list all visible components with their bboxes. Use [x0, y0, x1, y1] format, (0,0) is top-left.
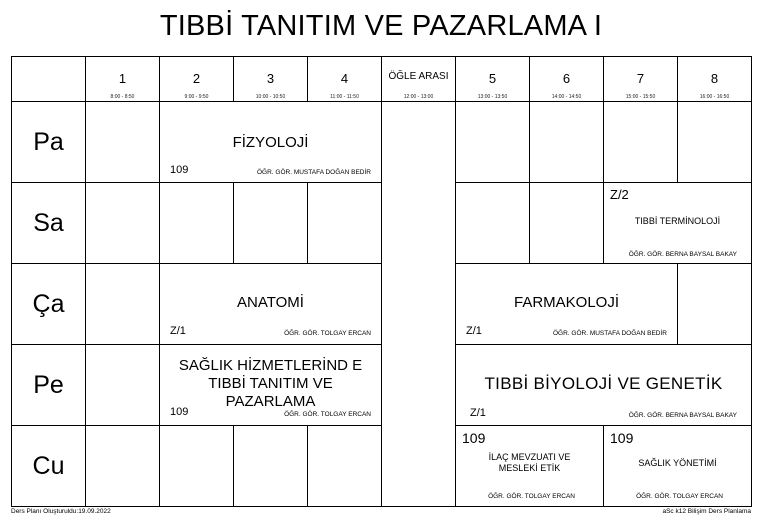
empty-slot — [678, 264, 752, 345]
lesson-room: Z/2 — [610, 187, 629, 202]
lesson-teacher: ÖĞR. GÖR. BERNA BAYSAL BAKAY — [628, 251, 737, 258]
lesson-cell — [160, 102, 382, 183]
empty-slot — [604, 102, 678, 183]
period-header: 5 13:00 - 13:50 — [456, 57, 530, 102]
lesson-subject: TIBBİ TERMİNOLOJİ — [634, 216, 721, 226]
empty-slot — [530, 183, 604, 264]
timetable — [11, 56, 752, 507]
lunch-break-column — [382, 102, 456, 507]
lunch-header: ÖĞLE ARASI 12:00 - 13:00 — [382, 57, 456, 102]
lesson-room: 109 — [610, 430, 634, 446]
corner-cell — [12, 57, 86, 102]
header-row — [12, 57, 752, 102]
lesson-teacher: ÖĞR. GÖR. BERNA BAYSAL BAKAY — [628, 412, 737, 419]
lesson-cell — [456, 345, 752, 426]
lesson-teacher: ÖĞR. GÖR. MUSTAFA DOĞAN BEDİR — [256, 169, 371, 176]
page-title: TIBBİ TANITIM VE PAZARLAMA I — [159, 10, 603, 42]
period-header: 4 11:00 - 11:50 — [308, 57, 382, 102]
lesson-teacher: ÖĞR. GÖR. TOLGAY ERCAN — [284, 330, 371, 337]
empty-slot — [456, 102, 530, 183]
empty-slot — [308, 183, 382, 264]
lesson-room: 109 — [170, 164, 189, 176]
empty-slot — [160, 426, 234, 507]
lesson-cell — [456, 264, 678, 345]
day-row — [12, 102, 752, 183]
empty-slot — [678, 102, 752, 183]
empty-slot — [86, 345, 160, 426]
lesson-subject: ANATOMİ — [237, 294, 304, 311]
empty-slot — [86, 426, 160, 507]
day-label: Pa — [12, 102, 86, 183]
empty-slot — [86, 183, 160, 264]
lesson-room: Z/1 — [470, 407, 486, 419]
empty-slot — [160, 183, 234, 264]
period-header: 2 9:00 - 9:50 — [160, 57, 234, 102]
empty-slot — [234, 183, 308, 264]
empty-slot — [86, 264, 160, 345]
period-header: 7 15:00 - 15:50 — [604, 57, 678, 102]
lesson-cell — [604, 426, 752, 507]
lesson-room: 109 — [462, 430, 486, 446]
footer-software: aSc k12 Bilişim Ders Planlama — [662, 508, 751, 515]
lesson-room: Z/1 — [466, 325, 482, 337]
day-label: Pe — [12, 345, 86, 426]
lesson-cell — [160, 264, 382, 345]
lesson-subject: FİZYOLOJİ — [232, 134, 309, 151]
lesson-subject: TIBBİ BİYOLOJİ VE GENETİK — [484, 374, 723, 393]
footer-created-date: Ders Planı Oluşturuldu:19.09.2022 — [11, 508, 111, 515]
lesson-subject: FARMAKOLOJİ — [513, 294, 620, 311]
lesson-room: Z/1 — [170, 325, 186, 337]
period-header: 6 14:00 - 14:50 — [530, 57, 604, 102]
day-label: Ça — [12, 264, 86, 345]
lesson-cell — [160, 345, 382, 426]
lesson-teacher: ÖĞR. GÖR. TOLGAY ERCAN — [284, 411, 371, 418]
day-label: Cu — [12, 426, 86, 507]
lesson-subject: İLAÇ MEVZUATI VE MESLEKİ ETİK — [488, 452, 571, 473]
lesson-subject: SAĞLIK HİZMETLERİND E TIBBİ TANITIM VE PAZARLAMA — [178, 357, 363, 410]
empty-slot — [456, 183, 530, 264]
empty-slot — [234, 426, 308, 507]
lesson-teacher: ÖĞR. GÖR. TOLGAY ERCAN — [636, 493, 723, 500]
lesson-teacher: ÖĞR. GÖR. MUSTAFA DOĞAN BEDİR — [552, 330, 667, 337]
lesson-cell — [456, 426, 604, 507]
lesson-teacher: ÖĞR. GÖR. TOLGAY ERCAN — [488, 493, 575, 500]
empty-slot — [86, 102, 160, 183]
day-label: Sa — [12, 183, 86, 264]
lesson-cell — [604, 183, 752, 264]
empty-slot — [530, 102, 604, 183]
period-header: 8 16:00 - 16:50 — [678, 57, 752, 102]
empty-slot — [308, 426, 382, 507]
lesson-subject: SAĞLIK YÖNETİMİ — [638, 458, 717, 468]
period-header: 1 8:00 - 8:50 — [86, 57, 160, 102]
period-header: 3 10:00 - 10:50 — [234, 57, 308, 102]
lesson-room: 109 — [170, 406, 189, 418]
